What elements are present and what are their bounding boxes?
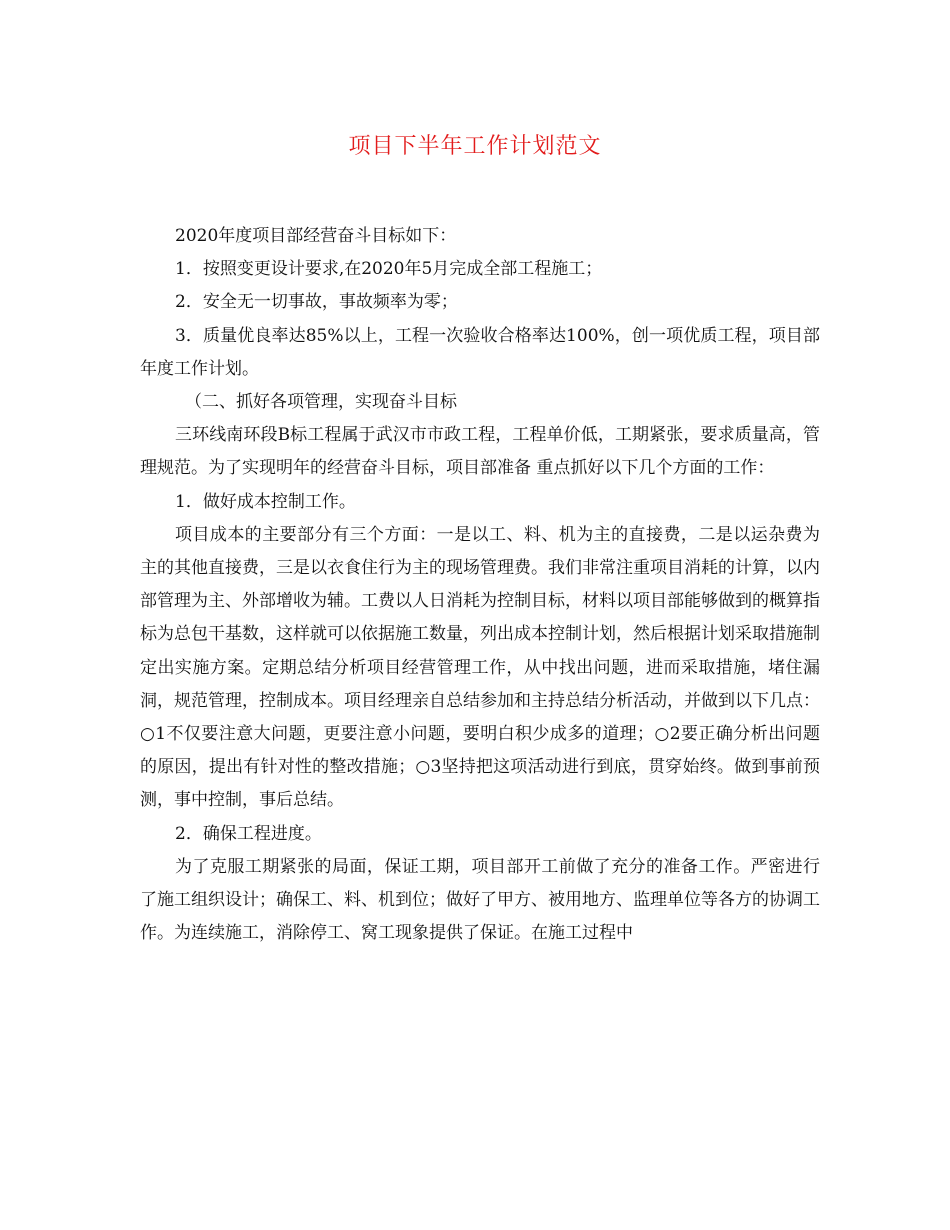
paragraph-annual-goals-intro: 2020年度项目部经营奋斗目标如下： [175, 226, 457, 246]
subheading-cost-control: 1．做好成本控制工作。 [175, 491, 356, 512]
paragraph-goal-2: 2．安全无一切事故，事故频率为零； [175, 292, 458, 313]
paragraph-schedule: 为了克服工期紧张的局面，保证工期，项目部开工前做了充分的准备工作。严密进行了施工组织设计；确保工、料、机到位；做好了甲方、被用地方、监理单位等各方的协调工作。为连续施工，消除停工、窝工现象提供了保证。在施工过程中 [140, 856, 820, 944]
paragraph-project-overview: 三环线南环段B标工程属于武汉市市政工程，工程单价低，工期紧张，要求质量高，管理规范。为了实现明年的经营奋斗目标，项目部准备 重点抓好以下几个方面的工作： [140, 425, 820, 479]
paragraph-goal-3: 3．质量优良率达85%以上，工程一次验收合格率达100%，创一项优质工程，项目部年度工作计划。 [140, 325, 820, 379]
document-body [140, 220, 820, 950]
paragraph-cost-control: 项目成本的主要部分有三个方面：一是以工、料、机为主的直接费，二是以运杂费为主的其他直接费，三是以衣食住行为主的现场管理费。我们非常注重项目消耗的计算，以内部管理为主、外部增收为辅。工费以人日消耗为控制目标，材料以项目部能够做到的概算指标为总包干基数，这样就可以依据施工数量，列出成本控制计划，然后根据计划采取措施制定出实施方案。定期总结分析项目经营管理工作，从中找出问题，进而采取措施，堵住漏洞，规范管理，控制成本。项目经理亲自总结参加和主持总结分析活动，并做到以下几点：○1不仅要注意大问题，更要注意小问题，要明白积少成多的道理；○2要正确分析出问题的原因，提出有针对性的整改措施；○3坚持把这项活动进行到底，贯穿始终。做到事前预测，事中控制，事后总结。 [140, 524, 820, 811]
section-heading-management: （二、抓好各项管理，实现奋斗目标 [185, 392, 457, 413]
document-title: 项目下半年工作计划范文 [348, 134, 602, 159]
subheading-schedule: 2．确保工程进度。 [175, 823, 322, 844]
paragraph-goal-1: 1．按照变更设计要求,在2020年5月完成全部工程施工； [175, 259, 603, 280]
